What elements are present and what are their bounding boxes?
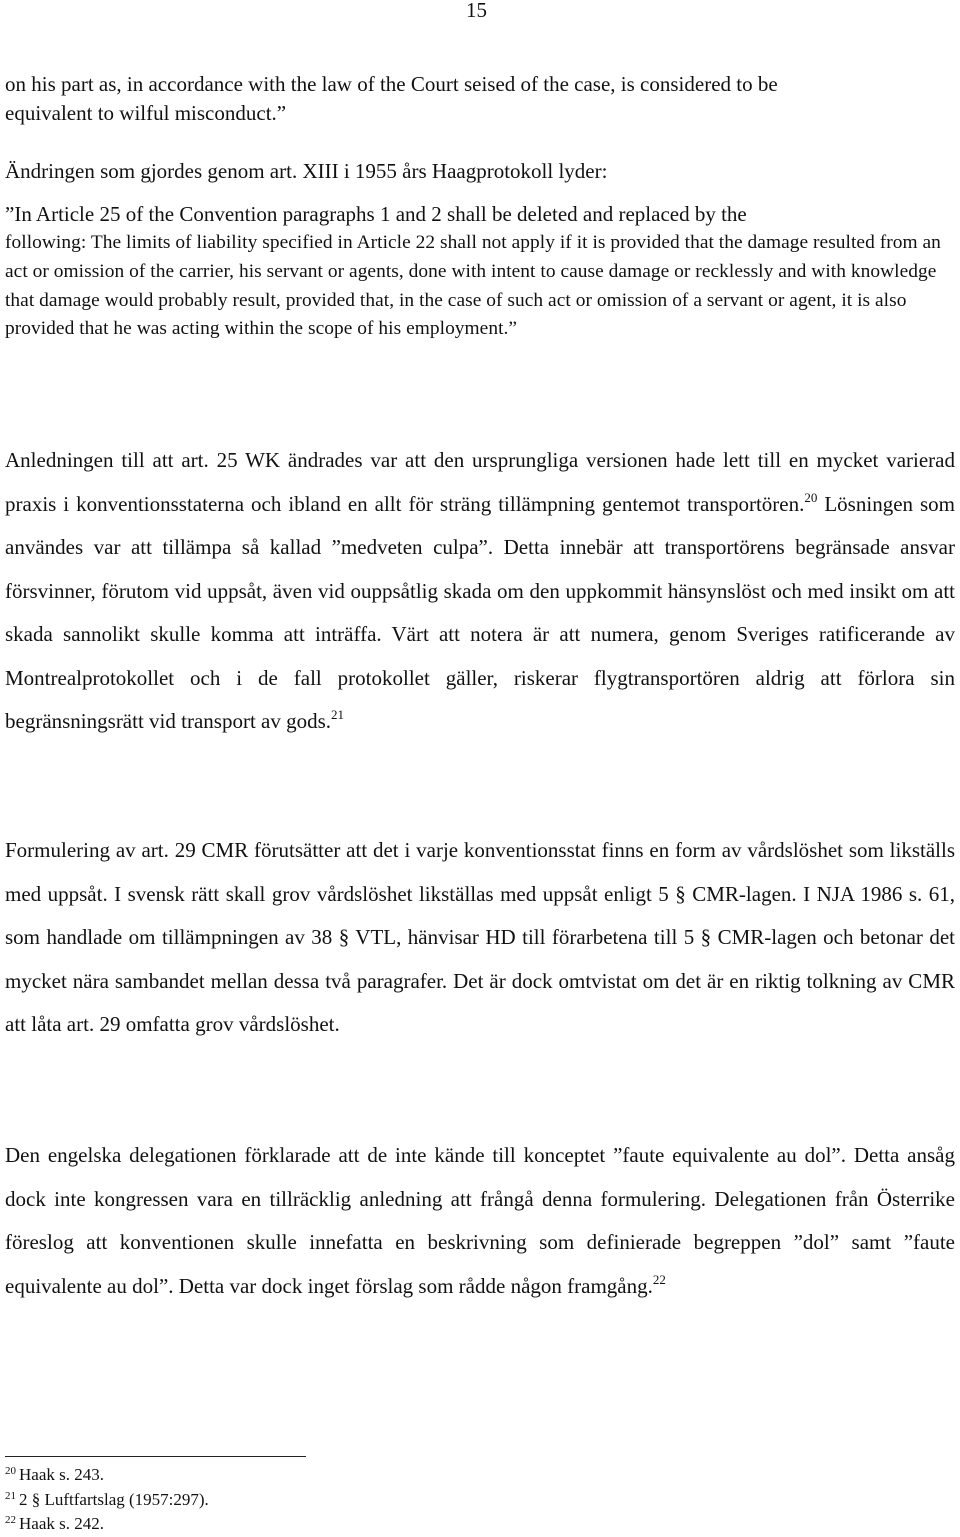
- footnote-number: 22: [5, 1514, 16, 1527]
- intro-text: [5, 70, 955, 128]
- intro-line-2: equivalent to wilful misconduct.”: [5, 101, 287, 125]
- footnote-text: Haak s. 242.: [19, 1514, 104, 1534]
- paragraph-cmr: Formulering av art. 29 CMR förutsätter att det i varje konventionsstat finns en form av vårdslöshet som likställs med uppsåt. I svensk rätt skall grov vårdslöshet likställas med uppsåt enligt 5 § CMR-lagen. I NJA 1986 s. 61, som handlade om tillämpningen av 38 § VTL, hänvisar HD till förarbetena till 5 § CMR-lagen och betonar det mycket nära sambandet mellan dessa två paragrafer. Det är dock omtvistat om det är en riktig tolkning av CMR att låta art. 29 omfatta grov vårdslöshet.: [5, 838, 955, 1036]
- quote-body: following: The limits of liability specified in Article 22 shall not apply if it is provided that the damage resulted from an act or omission of the carrier, his servant or agents, done with intent to cause damage or recklessly and with knowledge that damage would probably result, provided that, in the case of such act or omission of a servant or agent, it is also provided that he was acting within the scope of his employment.”: [5, 232, 941, 340]
- paragraph-motivation-text-a: Anledningen till att art. 25 WK ändrades var att den ursprungliga versionen hade lett till en mycket varierad praxis i konventionsstaterna och ibland en allt för sträng tillämpning gentemot transportören.: [5, 448, 955, 516]
- footnote-text: 2 § Luftfartslag (1957:297).: [19, 1489, 209, 1509]
- footnote-ref-21[interactable]: 21: [331, 707, 345, 722]
- footnote-separator: [5, 1456, 306, 1457]
- block-quote: [5, 200, 955, 344]
- footnotes: [5, 1463, 209, 1537]
- paragraph-delegation: [5, 1134, 955, 1308]
- footnote-text: Haak s. 243.: [19, 1465, 104, 1484]
- paragraph-motivation: [5, 439, 955, 744]
- page-number: 15: [466, 0, 487, 22]
- footnote-number: 20: [5, 1465, 16, 1477]
- paragraph-delegation-text: Den engelska delegationen förklarade att de inte kände till konceptet ”faute equivalente au dol”. Detta ansåg dock inte kongressen vara en tillräcklig anledning att frångå denna formulering. Delegationen från Österrike föreslog att konventionen skulle innefatta en beskrivning som definierade begreppen ”dol” samt ”faute equivalente au dol”. Detta var dock inget förslag som rådde någon framgång.: [5, 1143, 955, 1298]
- footnote-ref-22[interactable]: 22: [652, 1271, 666, 1287]
- quote-first-line: ”In Article 25 of the Convention paragraphs 1 and 2 shall be deleted and replaced by the: [5, 202, 747, 226]
- footnote-22: [5, 1512, 209, 1537]
- footnote-21: [5, 1488, 209, 1513]
- footnote-20: [5, 1463, 209, 1488]
- footnote-ref-20[interactable]: 20: [804, 489, 818, 505]
- amendment-intro: Ändringen som gjordes genom art. XIII i 1955 års Haagprotokoll lyder:: [5, 159, 608, 183]
- paragraph-motivation-text-b: Lösningen som användes var att tillämpa så kallad ”medveten culpa”. Detta innebär att transportörens begränsade ansvar försvinner, förutom vid uppsåt, även vid ouppsåtlig skada om den uppkommit hänsynslöst och med insikt om att skada sannolikt skulle komma att inträffa. Värt att notera är att numera, genom Sveriges ratificerande av Montrealprotokollet och i de fall protokollet gäller, riskerar flygtransportören aldrig att förlora sin begränsningsrätt vid transport av gods.: [5, 491, 956, 733]
- footnote-number: 21: [5, 1489, 16, 1502]
- intro-line-1: on his part as, in accordance with the law of the Court seised of the case, is considered to be: [5, 72, 778, 96]
